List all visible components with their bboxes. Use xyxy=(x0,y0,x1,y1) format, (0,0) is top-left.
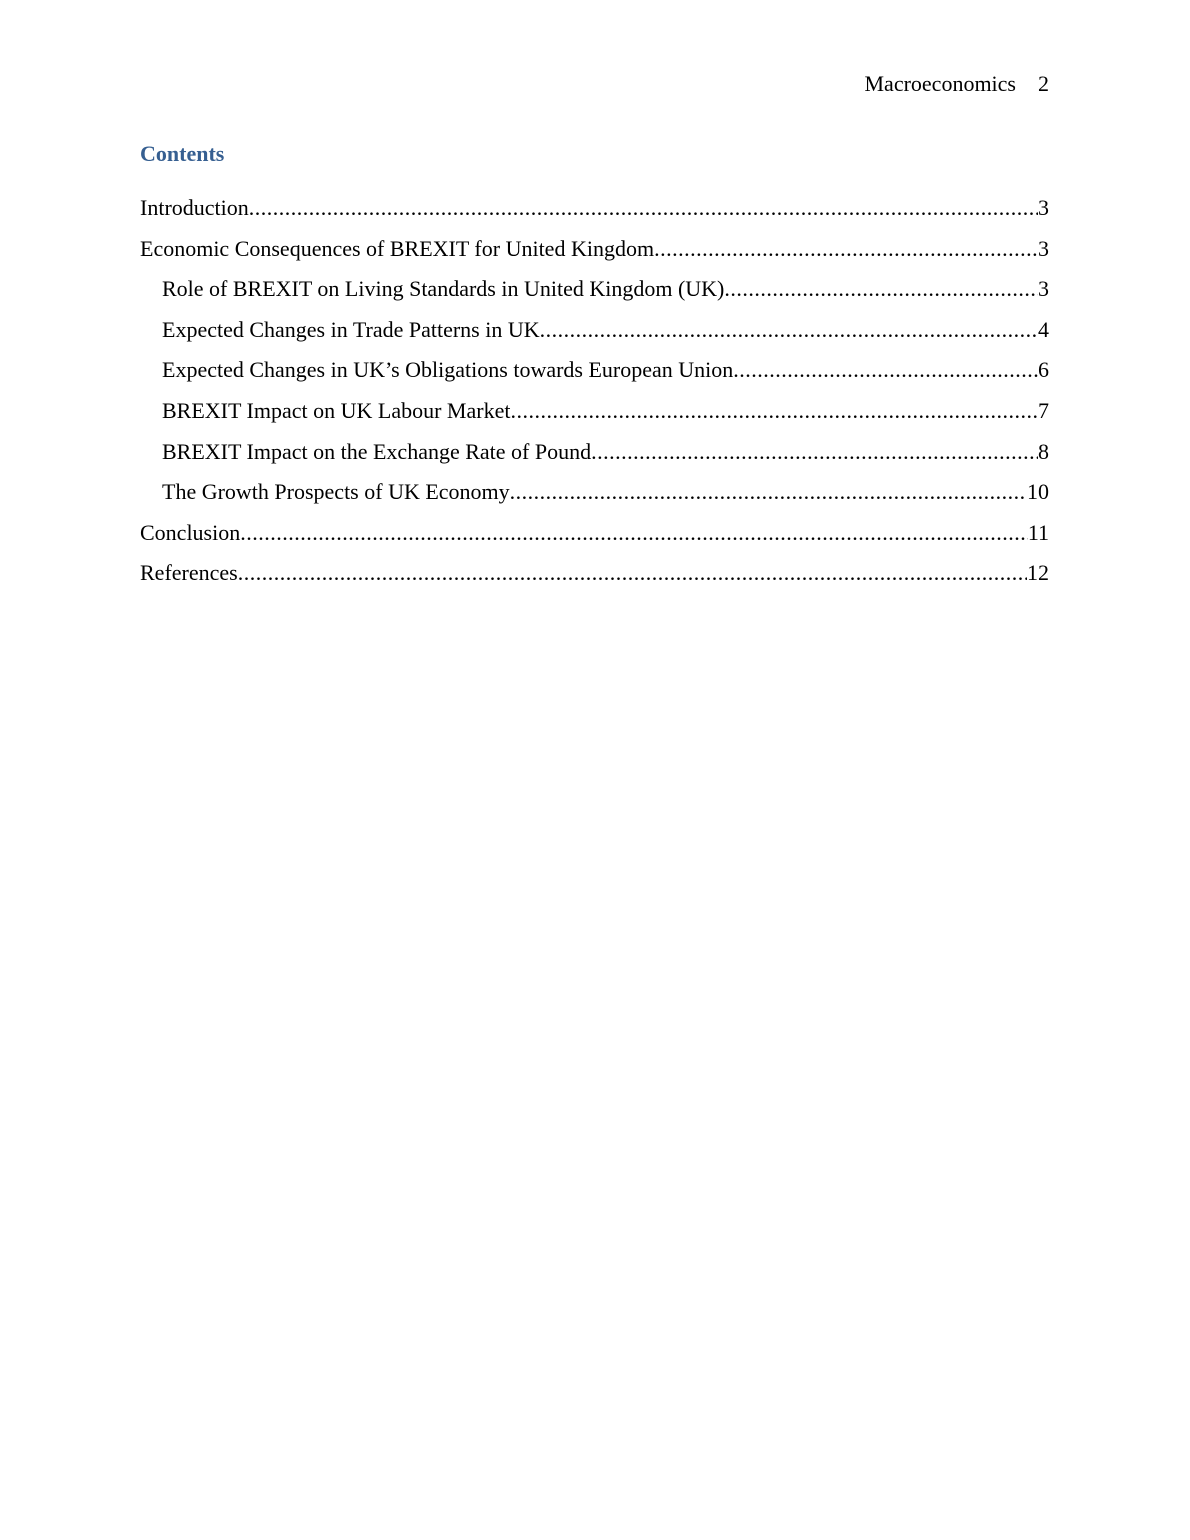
running-title: Macroeconomics xyxy=(864,71,1016,96)
toc-entry-conclusion[interactable] xyxy=(140,519,1049,560)
toc-entry-growth-prospects[interactable] xyxy=(140,478,1049,519)
toc-entry-page: 3 xyxy=(1038,235,1049,261)
toc-entry-page: 12 xyxy=(1027,560,1049,586)
dot-leader xyxy=(733,356,1038,384)
toc-entry-page: 11 xyxy=(1027,519,1049,545)
toc-entry-page: 7 xyxy=(1038,397,1049,423)
dot-leader xyxy=(591,438,1038,466)
dot-leader xyxy=(540,316,1038,344)
toc-entry-labour-market[interactable] xyxy=(140,397,1049,438)
toc-entry-label: Introduction xyxy=(140,195,249,220)
toc-entry-references[interactable] xyxy=(140,559,1049,600)
toc-entry-introduction[interactable] xyxy=(140,194,1049,235)
toc-entry-label: BREXIT Impact on UK Labour Market xyxy=(162,397,511,423)
toc-entry-exchange-rate[interactable] xyxy=(140,438,1049,479)
page-number: 2 xyxy=(1038,71,1049,96)
toc-entry-page: 8 xyxy=(1038,438,1049,464)
toc-entry-label: Expected Changes in Trade Patterns in UK xyxy=(162,316,540,342)
dot-leader xyxy=(724,275,1038,303)
toc-entry-page: 3 xyxy=(1038,276,1049,302)
toc-entry-page: 10 xyxy=(1027,479,1049,505)
dot-leader xyxy=(654,235,1038,263)
toc-entry-label: The Growth Prospects of UK Economy xyxy=(162,479,510,505)
toc-entry-economic-consequences[interactable] xyxy=(140,235,1049,276)
toc-entry-page: 3 xyxy=(1038,195,1049,220)
running-header xyxy=(865,70,1050,98)
toc-entry-eu-obligations[interactable] xyxy=(140,356,1049,397)
toc-entry-label: References xyxy=(140,560,238,586)
table-of-contents xyxy=(140,194,1049,600)
toc-entry-label: Conclusion xyxy=(140,519,241,545)
toc-entry-living-standards[interactable] xyxy=(140,275,1049,316)
dot-leader xyxy=(238,559,1027,587)
toc-entry-label: Expected Changes in UK’s Obligations towards European Union xyxy=(162,357,734,383)
dot-leader xyxy=(510,397,1038,425)
toc-entry-label: BREXIT Impact on the Exchange Rate of Pound xyxy=(162,438,592,464)
toc-entry-page: 6 xyxy=(1038,357,1049,383)
dot-leader xyxy=(510,478,1027,506)
toc-title: Contents xyxy=(140,141,225,166)
toc-entry-trade-patterns[interactable] xyxy=(140,316,1049,357)
toc-entry-page: 4 xyxy=(1038,316,1049,342)
toc-entry-label: Economic Consequences of BREXIT for United Kingdom xyxy=(140,235,655,261)
toc-entry-label: Role of BREXIT on Living Standards in United Kingdom (UK) xyxy=(162,276,725,302)
dot-leader xyxy=(249,194,1038,222)
dot-leader xyxy=(240,519,1028,547)
